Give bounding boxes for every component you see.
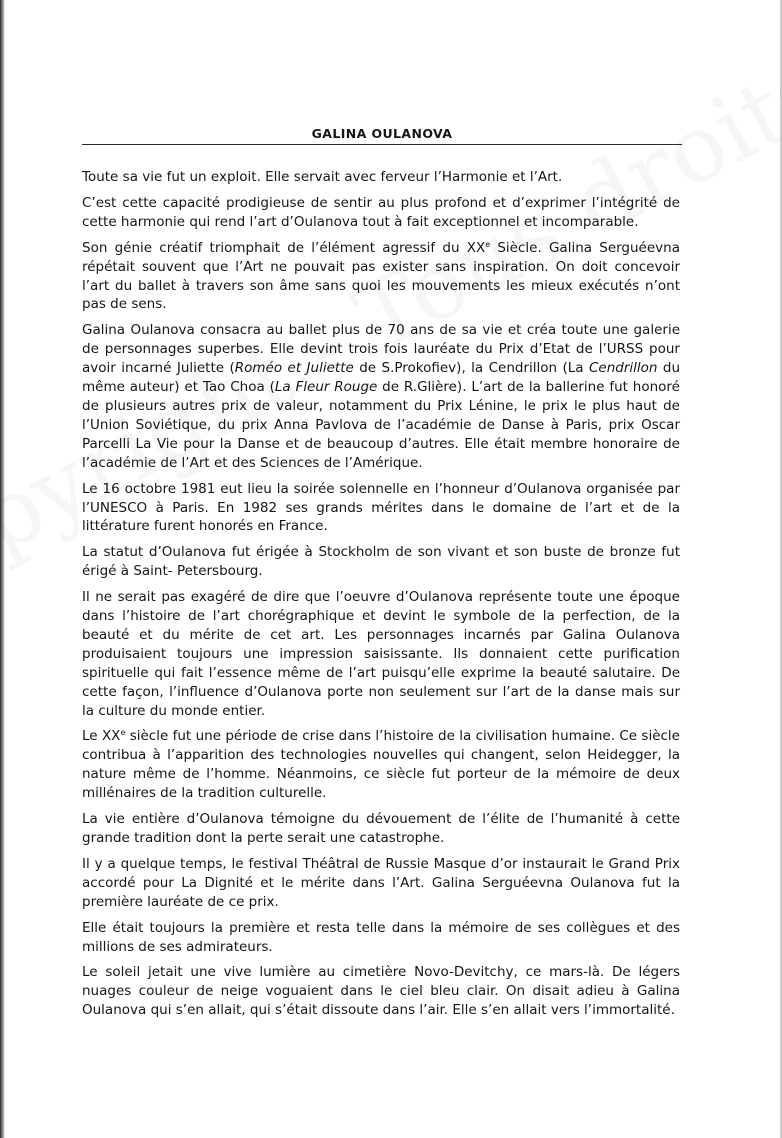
text-run: Toute sa vie fut un exploit. Elle servait avec ferveur l’Harmonie et l’Art. bbox=[82, 169, 563, 185]
paragraph bbox=[82, 855, 680, 912]
text-run: siècle fut une période de crise dans l’histoire de la civilisation humaine. Ce siècle contribua à l’apparition des technologies nouvelles qui changent, selon Heidegger, la nature même de l’homme. Néanmoins, ce siècle fut porteur de la mémoire de deux millénaires de la tradition culturelle. bbox=[82, 728, 680, 802]
italic-text: Cendrillon bbox=[588, 360, 658, 377]
text-run: Siècle. Galina Serguéevna répétait souvent que l’Art ne pouvait pas exister sans inspiration. On doit concevoir l’art du ballet à travers son âme sans quoi les mouvements les mieux exécutés n’ont pas de sens. bbox=[82, 239, 680, 313]
text-run: Il ne serait pas exagéré de dire que l’oeuvre d’Oulanova représente toute une époque dans l’histoire de l’art chorégraphique et devint le symbole de la perfection, de la beauté et du mérite de cet art. Les personnages incarnés par Galina Oulanova produisaient toujours une impression saisissante. Ils donnaient cette purification spirituelle qui fait l’essence même de l’art puisqu’elle exprime la beauté salutaire. De cette façon, l’influence d’Oulanova porte non seulement sur l’art de la danse mais sur la culture du monde entier. bbox=[82, 589, 680, 719]
text-run: Le soleil jetait une vive lumière au cimetière Novo-Devitchy, ce mars-là. De légers nuages couleur de neige voguaient dans le ciel bleu clair. On disait adieu à Galina Oulanova qui s’en allait, qui s’était dissoute dans l’air. Elle s’en allait vers l’immortalité. bbox=[82, 964, 680, 1019]
paragraph bbox=[82, 810, 680, 848]
text-run: Elle était toujours la première et resta telle dans la mémoire de ses collègues et des millions de ses admirateurs. bbox=[82, 919, 680, 955]
text-run: de S.Prokofiev), la Cendrillon (La bbox=[353, 360, 589, 377]
text-run: Le 16 octobre 1981 eut lieu la soirée solennelle en l’honneur d’Oulanova organisée par l’UNESCO à Paris. En 1982 ses grands mérites dans le domaine de l’art et de la littérature furent honorés en France. bbox=[82, 480, 680, 535]
paragraph bbox=[82, 194, 680, 232]
paragraph bbox=[82, 919, 680, 957]
text-run: Le XX bbox=[82, 728, 121, 745]
text-run: Son génie créatif triomphait de l’élément agressif du XX bbox=[82, 239, 486, 256]
paragraph bbox=[82, 727, 680, 803]
italic-text: Roméo et Juliette bbox=[234, 360, 354, 377]
superscript: e bbox=[120, 728, 126, 738]
scan-edge-left bbox=[0, 0, 5, 1138]
text-run: du même auteur) et Tao Choa ( bbox=[82, 360, 680, 396]
paragraph bbox=[82, 543, 680, 581]
text-run: Il y a quelque temps, le festival Théâtral de Russie Masque d’or instaurait le Grand Prix accordé pour La Dignité et le mérite dans l’Art. Galina Serguéevna Oulanova fut la première lauréate de ce prix. bbox=[82, 855, 680, 910]
paragraph bbox=[82, 321, 680, 472]
body-text bbox=[82, 168, 680, 1027]
text-run: de R.Glière). L’art de la ballerine fut honoré de plusieurs autres prix de valeur, notamment du Prix Lénine, le prix le plus haut de l’Union Soviétique, du prix Anna Pavlova de l’académie de Danse à Paris, prix Oscar Parcelli La Vie pour la Danse et de beaucoup d’autres. Elle était membre honoraire de l’académie de l’Art et des Sciences de l’Amérique. bbox=[82, 379, 680, 471]
text-run: La statut d’Oulanova fut érigée à Stockholm de son vivant et son buste de bronze fut érigé à Saint- Petersbourg. bbox=[82, 544, 680, 580]
italic-text: La Fleur Rouge bbox=[274, 379, 378, 396]
page-title: GALINA OULANOVA bbox=[311, 126, 453, 141]
text-run: La vie entière d’Oulanova témoigne du dévouement de l’élite de l’humanité à cette grande tradition dont la perte serait une catastrophe. bbox=[82, 811, 680, 846]
header-rule bbox=[82, 144, 682, 145]
paragraph bbox=[82, 963, 680, 1020]
paragraph bbox=[82, 480, 680, 537]
paragraph bbox=[82, 588, 680, 720]
text-run: Galina Oulanova consacra au ballet plus de 70 ans de sa vie et créa toute une galerie de personnages superbes. Elle devint trois fois lauréate du Prix d’Etat de l’URSS pour avoir incarné Juliette ( bbox=[82, 322, 680, 377]
superscript: e bbox=[485, 239, 491, 249]
page-header bbox=[82, 126, 682, 145]
paragraph bbox=[82, 168, 680, 187]
text-run: C’est cette capacité prodigieuse de sentir au plus profond et d’exprimer l’intégrité de cette harmonie qui rend l’art d’Oulanova tout à fait exceptionnel et incomparable. bbox=[82, 194, 680, 230]
paragraph bbox=[82, 239, 680, 315]
